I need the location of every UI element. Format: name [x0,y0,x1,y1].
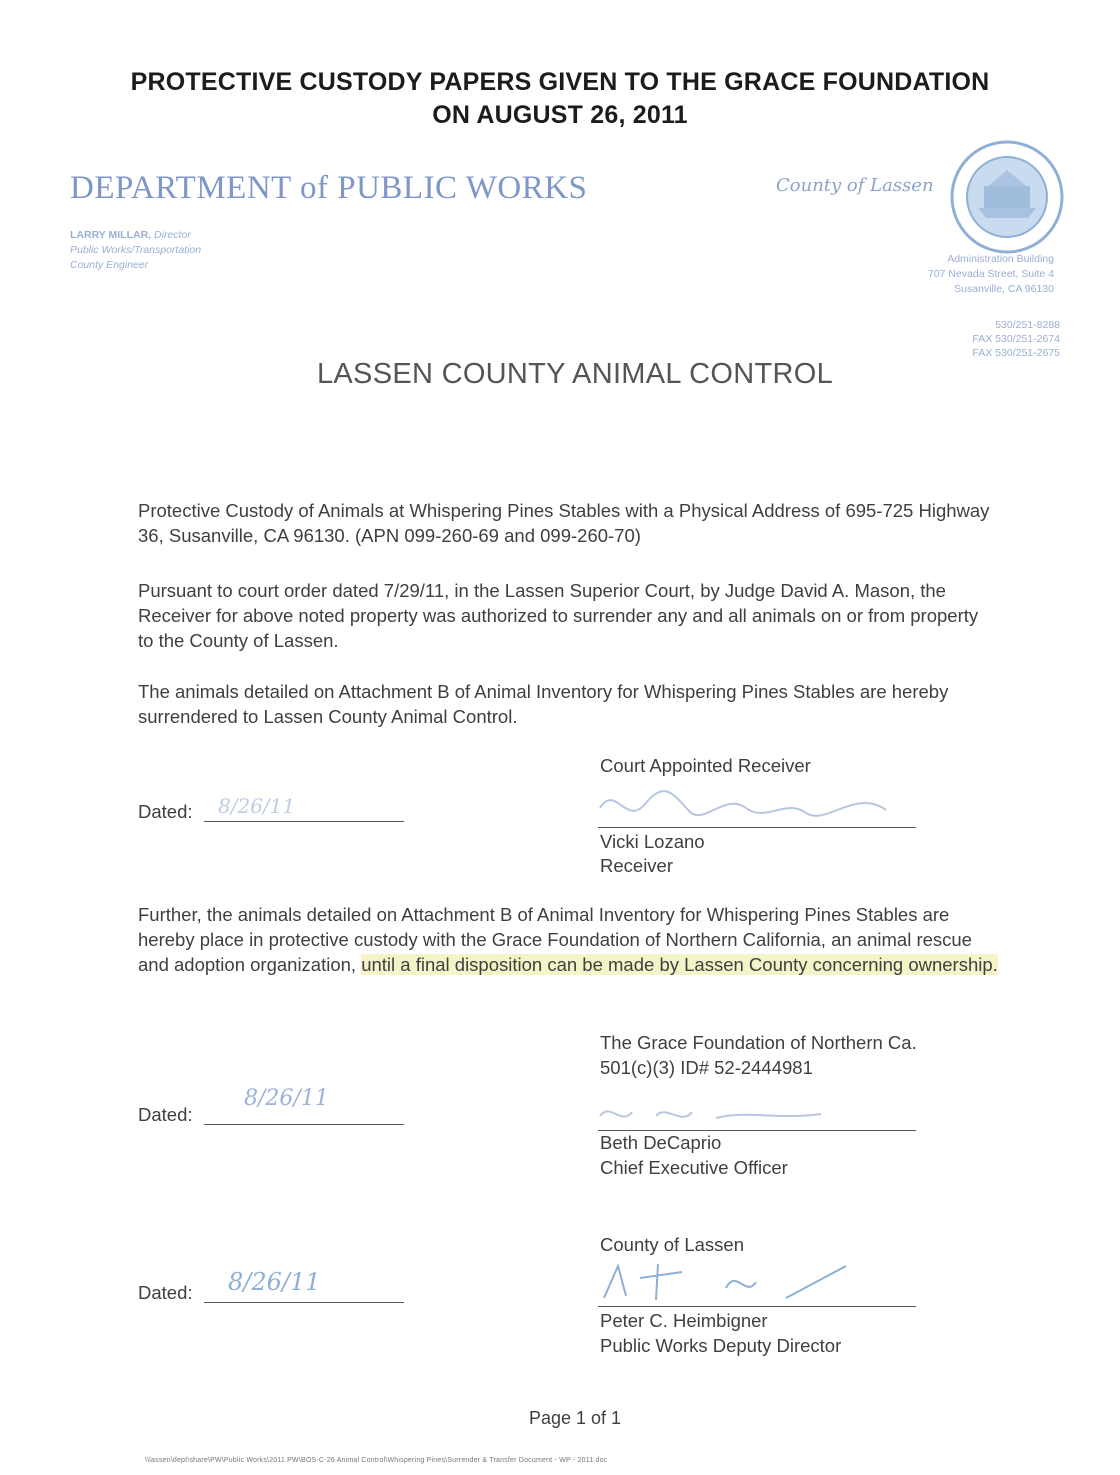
fax-line: FAX 530/251-2675 [972,347,1060,359]
phone-line: 530/251-8288 [995,319,1060,331]
foundation-heading: The Grace Foundation of Northern Ca. [600,1032,917,1053]
signer-title: Chief Executive Officer [600,1157,788,1178]
signer-title: Receiver [600,855,673,876]
signature-line [598,1306,916,1307]
county-seal-icon [948,138,1066,256]
foundation-id: 501(c)(3) ID# 52-2444981 [600,1057,813,1078]
handwritten-date: 8/26/11 [228,1268,321,1296]
address-line: 707 Nevada Street, Suite 4 [927,268,1054,280]
address-line: Susanville, CA 96130 [954,283,1054,295]
signer-name: Peter C. Heimbigner [600,1310,768,1331]
director-title: Director [154,229,191,241]
highlighted-text: until a final disposition can be made by Lassen County concerning ownership. [361,954,998,975]
signer-name: Beth DeCaprio [600,1132,722,1153]
paragraph-property: Protective Custody of Animals at Whispering Pines Stables with a Physical Address of 695-725 Highway 36, Susanville, CA 96130. (APN 099-260-69 and 099-260-70) [138,500,990,546]
file-path: \\lassen\dept\share\PW\Public Works\2011 PW\BOS-C-26 Animal Control\Whispering Pines\Surrender & Transfer Document - WP - 2011.doc [145,1457,608,1464]
signer-title: Public Works Deputy Director [600,1335,842,1356]
deputy-director-signature [596,1258,856,1308]
agency-title: LASSEN COUNTY ANIMAL CONTROL [316,358,833,390]
handwritten-date: 8/26/11 [218,794,296,818]
signer-name: Vicki Lozano [600,831,705,852]
county-heading: County of Lassen [600,1234,744,1255]
dated-line [204,821,404,822]
office-address [928,252,1054,297]
fax-line: FAX 530/251-2674 [972,333,1060,345]
dated-label: Dated: [138,1104,193,1125]
paragraph-protective-custody [138,902,998,977]
paragraph-court-order: Pursuant to court order dated 7/29/11, in the Lassen Superior Court, by Judge David A. Mason, the Receiver for above noted property was authorized to surrender any and all animals on or from property to the County of Lassen. [138,580,979,651]
ceo-signature [596,1098,826,1132]
county-script-logo: County of Lassen [776,175,934,196]
office-phones [972,318,1060,360]
receiver-heading: Court Appointed Receiver [600,755,811,776]
director-block [70,228,201,273]
director-line2: Public Works/Transportation [70,244,202,256]
document-heading-line2: ON AUGUST 26, 2011 [432,101,688,129]
dated-label: Dated: [138,1282,193,1303]
page-number: Page 1 of 1 [528,1408,622,1428]
director-line3: County Engineer [70,259,149,271]
dated-line [204,1302,404,1303]
address-line: Administration Building [947,253,1054,265]
director-name: LARRY MILLAR, [70,229,152,241]
dated-label: Dated: [138,801,193,822]
paragraph-text: Further, the animals detailed on Attachment B of Animal Inventory for Whispering Pines Stables are hereby place in protective custody with the Grace Foundation of Northern California, an animal rescue and adoption organization, [138,904,972,975]
paragraph-surrender: The animals detailed on Attachment B of Animal Inventory for Whispering Pines Stables are hereby surrendered to Lassen County Animal Control. [138,681,949,727]
dated-line [204,1124,404,1125]
handwritten-date: 8/26/11 [244,1086,329,1111]
department-title: DEPARTMENT of PUBLIC WORKS [70,170,588,206]
document-heading-line1: PROTECTIVE CUSTODY PAPERS GIVEN TO THE GRACE FOUNDATION [130,68,990,96]
signature-line [598,827,916,828]
